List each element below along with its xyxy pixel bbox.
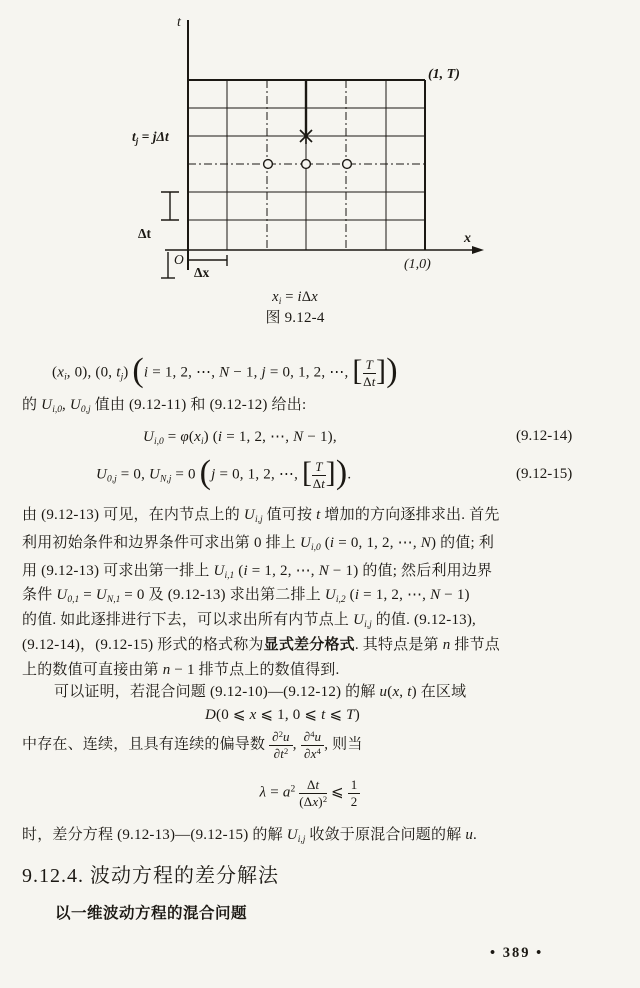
paragraph1-line-7: 上的数值可直接由第 n − 1 排节点上的数值得到. (22, 662, 340, 678)
equation-9-12-15: $U_{0,j} = 0$, $U_{N,j} = 0$ (j = 0, 1, 2, ⋯, [ $\frac{T}{\Delta t}$ ]). (96, 454, 352, 491)
corner-label-1T: (1, T) (428, 67, 460, 82)
paragraph1-line-3: 用 (9.12-13) 可求出第一排上 $U_{i,1}$ (i = 1, 2, ⋯, N − 1) 的值; 然后利用边界 (22, 563, 493, 581)
delta-t-label: Δt (138, 226, 151, 241)
paragraph1-line-4: 条件 $U_{0,1} = U_{N,1} = 0$ 及 (9.12-13) 求出第二排上 $U_{i,2}$ (i = 1, 2, ⋯, N − 1) (22, 587, 470, 605)
t-axis-label: t (177, 15, 181, 30)
text-values-given: 的 $U_{i,0}$, $U_{0,j}$ 值由 (9.12-11) 和 (9.12-12) 给出: (22, 397, 307, 415)
figure-caption-equation: $x_i = i\Delta x$ (272, 289, 318, 307)
paragraph2-intro: 可以证明，若混合问题 (9.12-10)—(9.12-12) 的解 u(x, t) 在区域 (54, 684, 467, 700)
paragraph1-line-5: 的值. 如此逐排进行下去，可以求出所有内节点上 $U_{i,j}$ 的值. (9.12-13), (22, 612, 477, 630)
stencil-circle-center (302, 160, 311, 169)
equation-lambda: $\lambda = a^2$ $\frac{\Delta t}{(\Delta x)^2}$ ⩽ $\frac{1}{2}$ (0, 778, 620, 808)
paragraph1-line-1: 由 (9.12-13) 可见，在内节点上的 $U_{i,j}$ 值可按 t 增加的方向逐排求出. 首先 (22, 507, 500, 525)
paragraph1-line-2: 利用初始条件和边界条件可求出第 0 排上 $U_{i,0}$ (i = 0, 1, 2, ⋯, N) 的值; 利 (22, 535, 495, 553)
x-axis-label: x (464, 231, 471, 246)
equation-tag-9-12-14: (9.12-14) (516, 428, 573, 444)
delta-x-label: Δx (194, 265, 210, 280)
equation-tag-9-12-15: (9.12-15) (516, 466, 573, 482)
stencil-circle-right (343, 160, 352, 169)
equation-9-12-14: $U_{i,0} = \varphi(x_i) (i = 1$, 2, ⋯, N − 1), (143, 429, 337, 447)
paragraph1-line-6: (9.12-14)，(9.12-15) 形式的格式称为显式差分格式. 其特点是第 n 排节点 (22, 637, 500, 653)
section-subheading: 以一维波动方程的混合问题 (55, 905, 248, 922)
figure-caption-label: 图 9.12-4 (265, 310, 325, 326)
corner-label-10: (1,0) (404, 257, 431, 272)
equation-node-set: ($x_i$, 0), (0, $t_j$) (i = 1, 2, ⋯, N − 1, j = 0, 1, 2, ⋯, [ $\frac{T}{\Delta t}$ ]) (52, 352, 398, 389)
tj-row-label: $t_j = j\Delta t$ (132, 129, 169, 146)
paragraph2-final: 时，差分方程 (9.12-13)—(9.12-15) 的解 $U_{i,j}$ 收敛于原混合问题的解 u. (22, 827, 477, 845)
stencil-circle-left (264, 160, 273, 169)
origin-label: O (174, 252, 184, 267)
page-number: • 389 • (490, 945, 544, 961)
equation-domain: D(0 ⩽ x ⩽ 1, 0 ⩽ t ⩽ T) (205, 707, 360, 723)
paragraph2-derivatives: 中存在、连续，且具有连续的偏导数 $\frac{\partial^2u}{\partial t^2}$ , $\frac{\partial^4u}{\partial x^4}$ , 则当 (22, 729, 363, 761)
figure-9-12-4 (120, 8, 500, 288)
section-heading: 9.12.4. 波动方程的差分解法 (22, 865, 279, 887)
x-axis-arrow (472, 246, 484, 254)
grid-vertical-lines (227, 80, 425, 250)
